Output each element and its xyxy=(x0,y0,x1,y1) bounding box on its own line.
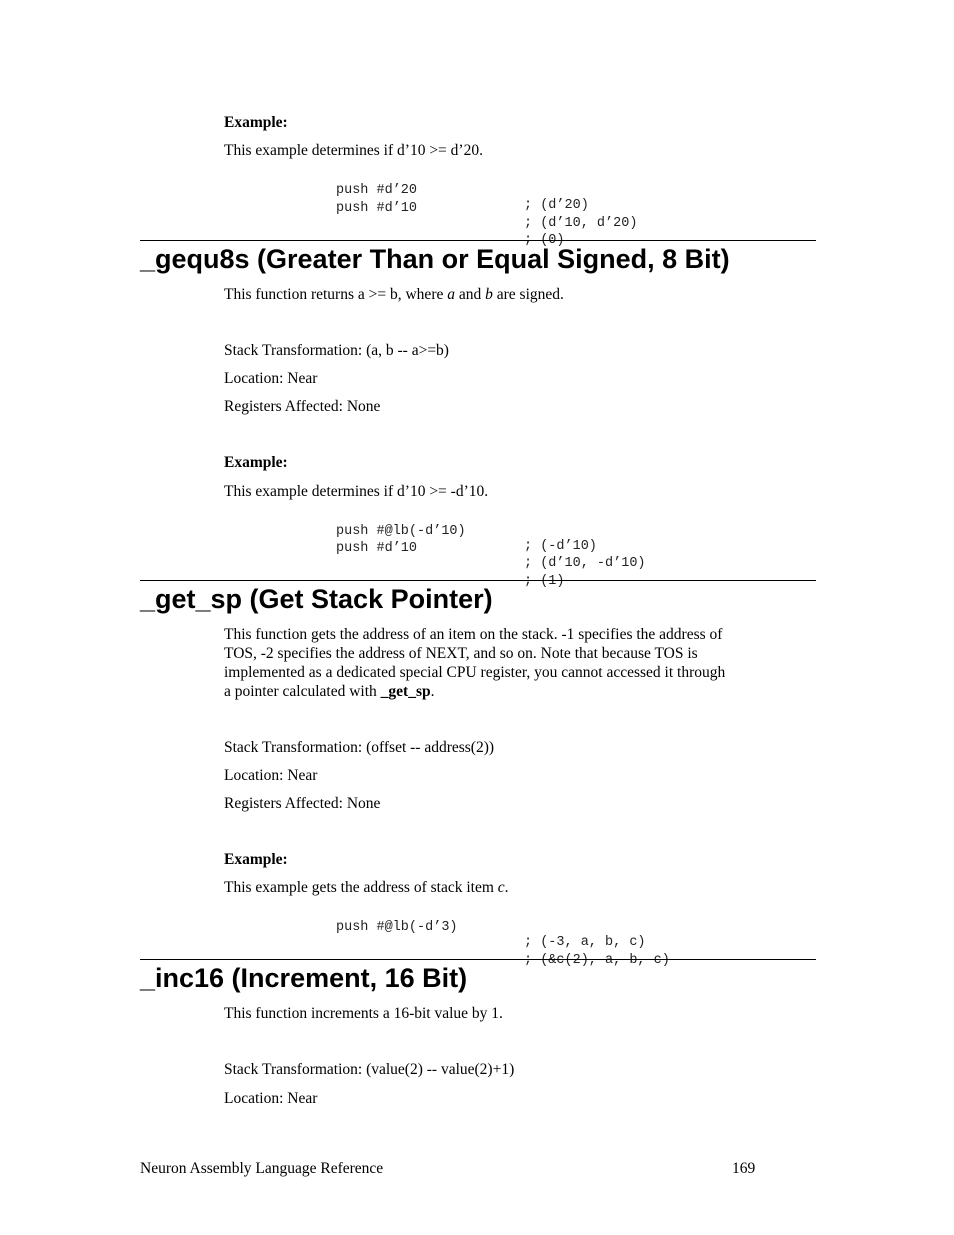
code-comment: ; (&c(2), a, b, c) xyxy=(524,953,670,968)
footer-title: Neuron Assembly Language Reference xyxy=(140,1160,384,1177)
page-number: 169 xyxy=(732,1160,756,1177)
code-comment: ; (-d’10) xyxy=(524,539,597,554)
code-instruction: push #d’20 xyxy=(336,183,418,198)
code-comment: ; (0) xyxy=(524,233,565,248)
section-heading-get-sp: _get_sp (Get Stack Pointer) xyxy=(140,584,493,614)
section-divider xyxy=(140,580,816,581)
section-divider xyxy=(140,959,816,960)
code-comment: ; (-3, a, b, c) xyxy=(524,935,646,950)
location: Location: Near xyxy=(224,370,318,387)
description-text: . xyxy=(430,683,435,700)
description-line: This function gets the address of an item on the stack. -1 specifies the address of xyxy=(224,626,723,643)
registers-affected: Registers Affected: None xyxy=(224,398,381,415)
function-description: This function increments a 16-bit value by 1. xyxy=(224,1005,503,1022)
code-line xyxy=(0,905,646,950)
stack-transformation: Stack Transformation: (offset -- address(2)) xyxy=(224,739,495,756)
code-comment: ; (1) xyxy=(524,574,565,589)
description-text: This function returns a >= b, where xyxy=(224,286,448,303)
description-line xyxy=(224,682,816,701)
example-label: Example: xyxy=(224,851,288,868)
code-instruction: push #@lb(-d’3) xyxy=(336,920,458,935)
description-text: and xyxy=(454,286,486,303)
code-comment: ; (d’10, -d’10) xyxy=(524,556,646,571)
section-heading-gequ8s: _gequ8s (Greater Than or Equal Signed, 8 Bit) xyxy=(140,244,730,274)
code-instruction: push #d’10 xyxy=(336,201,418,216)
variable-b: b xyxy=(485,286,493,303)
description-text: are signed. xyxy=(492,286,564,303)
code-comment: ; (d’20) xyxy=(524,198,589,213)
variable-c: c xyxy=(497,879,505,896)
description-text: a pointer calculated with xyxy=(224,683,381,700)
example-label: Example: xyxy=(224,454,288,471)
example-text xyxy=(224,878,816,897)
variable-a: a xyxy=(447,286,455,303)
location: Location: Near xyxy=(224,767,318,784)
example-text-part: . xyxy=(504,879,509,896)
description-line: TOS, -2 specifies the address of NEXT, and so on. Note that because TOS is xyxy=(224,645,698,662)
example-text: This example determines if d’10 >= -d’10. xyxy=(224,483,489,500)
code-comment: ; (d’10, d’20) xyxy=(524,216,638,231)
code-instruction: push #d’10 xyxy=(336,541,418,556)
code-instruction: push #@lb(-d’10) xyxy=(336,524,466,539)
section-divider xyxy=(140,240,816,241)
example-label: Example: xyxy=(224,114,288,131)
function-name: _get_sp xyxy=(380,683,431,700)
stack-transformation: Stack Transformation: (value(2) -- value(2)+1) xyxy=(224,1061,515,1078)
example-text-part: This example gets the address of stack item xyxy=(224,879,498,896)
example-text: This example determines if d’10 >= d’20. xyxy=(224,142,483,159)
stack-transformation: Stack Transformation: (a, b -- a>=b) xyxy=(224,342,449,359)
section-heading-inc16: _inc16 (Increment, 16 Bit) xyxy=(140,963,468,993)
function-description xyxy=(224,625,816,701)
location: Location: Near xyxy=(224,1090,318,1107)
description-line: implemented as a dedicated special CPU register, you cannot accessed it through xyxy=(224,664,726,681)
function-description xyxy=(224,285,816,304)
registers-affected: Registers Affected: None xyxy=(224,795,381,812)
